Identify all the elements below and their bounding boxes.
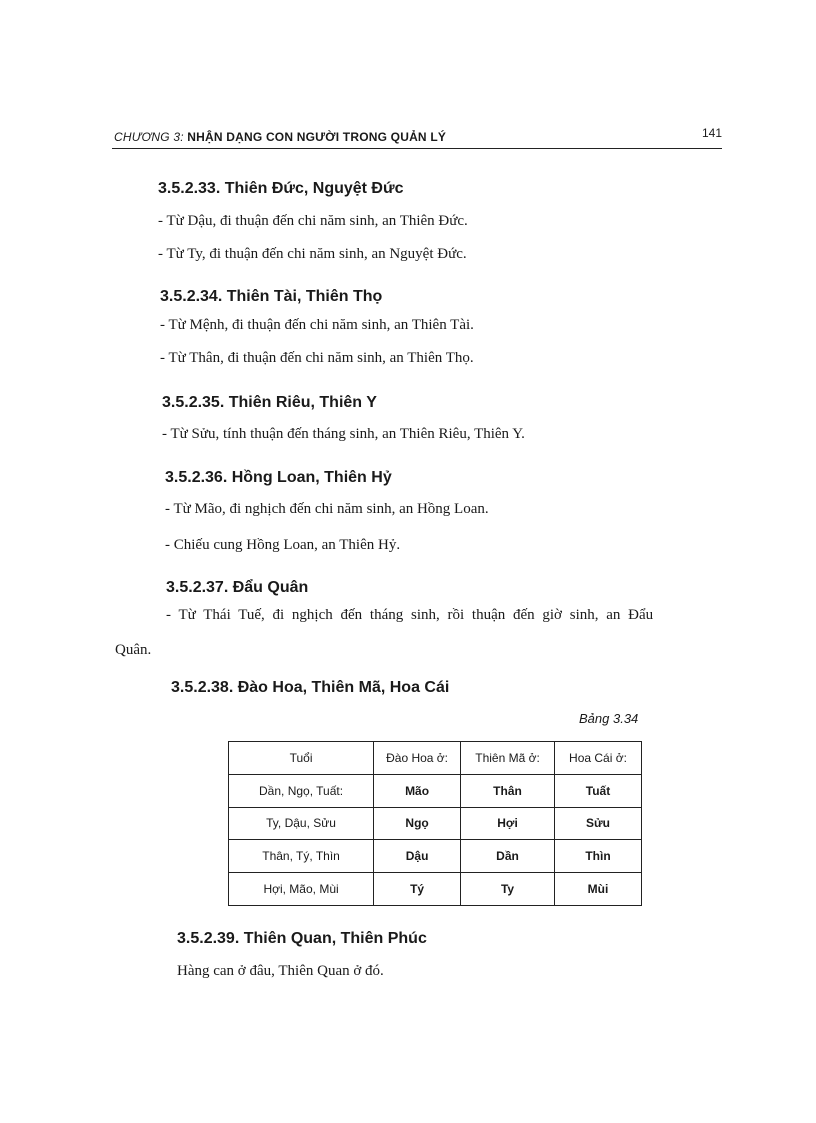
body-line: - Từ Sửu, tính thuận đến tháng sinh, an Thiên Riêu, Thiên Y. <box>162 426 525 442</box>
body-line: Hàng can ở đâu, Thiên Quan ở đó. <box>177 963 384 979</box>
table-row <box>229 873 642 906</box>
section-heading: 3.5.2.34. Thiên Tài, Thiên Thọ <box>160 288 383 305</box>
chapter-label: CHƯƠNG 3: <box>114 130 184 144</box>
table-cell: Hợi <box>461 807 555 840</box>
section-heading: 3.5.2.33. Thiên Đức, Nguyệt Đức <box>158 180 404 197</box>
section-heading: 3.5.2.36. Hồng Loan, Thiên Hỷ <box>165 469 392 486</box>
table-row <box>229 840 642 873</box>
section-heading: 3.5.2.39. Thiên Quan, Thiên Phúc <box>177 930 427 947</box>
section-heading: 3.5.2.35. Thiên Riêu, Thiên Y <box>162 394 377 411</box>
table-cell: Thìn <box>554 840 641 873</box>
table-cell: Hợi, Mão, Mùi <box>229 873 374 906</box>
header-cell: Tuổi <box>229 742 374 775</box>
table-header-row <box>229 742 642 775</box>
table-cell: Mão <box>374 774 461 807</box>
running-header <box>112 126 722 149</box>
table-caption: Bảng 3.34 <box>579 711 639 726</box>
table-row <box>229 774 642 807</box>
table-cell: Ngọ <box>374 807 461 840</box>
chapter-title <box>114 130 446 144</box>
table-cell: Thân <box>461 774 555 807</box>
page-number: 141 <box>701 126 722 140</box>
chapter-name: NHẬN DẠNG CON NGƯỜI TRONG QUẢN LÝ <box>187 130 447 144</box>
table-cell: Tuất <box>554 774 641 807</box>
header-cell: Hoa Cái ở: <box>554 742 641 775</box>
table-row <box>229 807 642 840</box>
body-line: - Chiếu cung Hồng Loan, an Thiên Hỷ. <box>165 537 401 553</box>
table-cell: Dần <box>461 840 555 873</box>
table-cell: Mùi <box>554 873 641 906</box>
header-cell: Thiên Mã ở: <box>461 742 555 775</box>
body-line: - Từ Mão, đi nghịch đến chi năm sinh, an Hồng Loan. <box>165 501 489 517</box>
table-cell: Ty, Dậu, Sửu <box>229 807 374 840</box>
body-line: - Từ Dậu, đi thuận đến chi năm sinh, an Thiên Đức. <box>158 213 468 229</box>
table-cell: Thân, Tý, Thìn <box>229 840 374 873</box>
section-heading: 3.5.2.37. Đẩu Quân <box>166 579 309 596</box>
section-heading: 3.5.2.38. Đào Hoa, Thiên Mã, Hoa Cái <box>171 679 450 696</box>
body-line: - Từ Thái Tuế, đi nghịch đến tháng sinh, rồi thuận đến giờ sinh, an Đẩu <box>166 607 654 623</box>
table-cell: Ty <box>461 873 555 906</box>
body-line: - Từ Mệnh, đi thuận đến chi năm sinh, an Thiên Tài. <box>160 317 474 333</box>
body-line: - Từ Thân, đi thuận đến chi năm sinh, an Thiên Thọ. <box>160 350 474 366</box>
body-line: Quân. <box>115 642 152 658</box>
table-cell: Dậu <box>374 840 461 873</box>
table-cell: Sửu <box>554 807 641 840</box>
table-cell: Tý <box>374 873 461 906</box>
data-table <box>228 741 642 906</box>
body-line: - Từ Ty, đi thuận đến chi năm sinh, an Nguyệt Đức. <box>158 246 467 262</box>
header-cell: Đào Hoa ở: <box>374 742 461 775</box>
table-cell: Dần, Ngọ, Tuất: <box>229 774 374 807</box>
